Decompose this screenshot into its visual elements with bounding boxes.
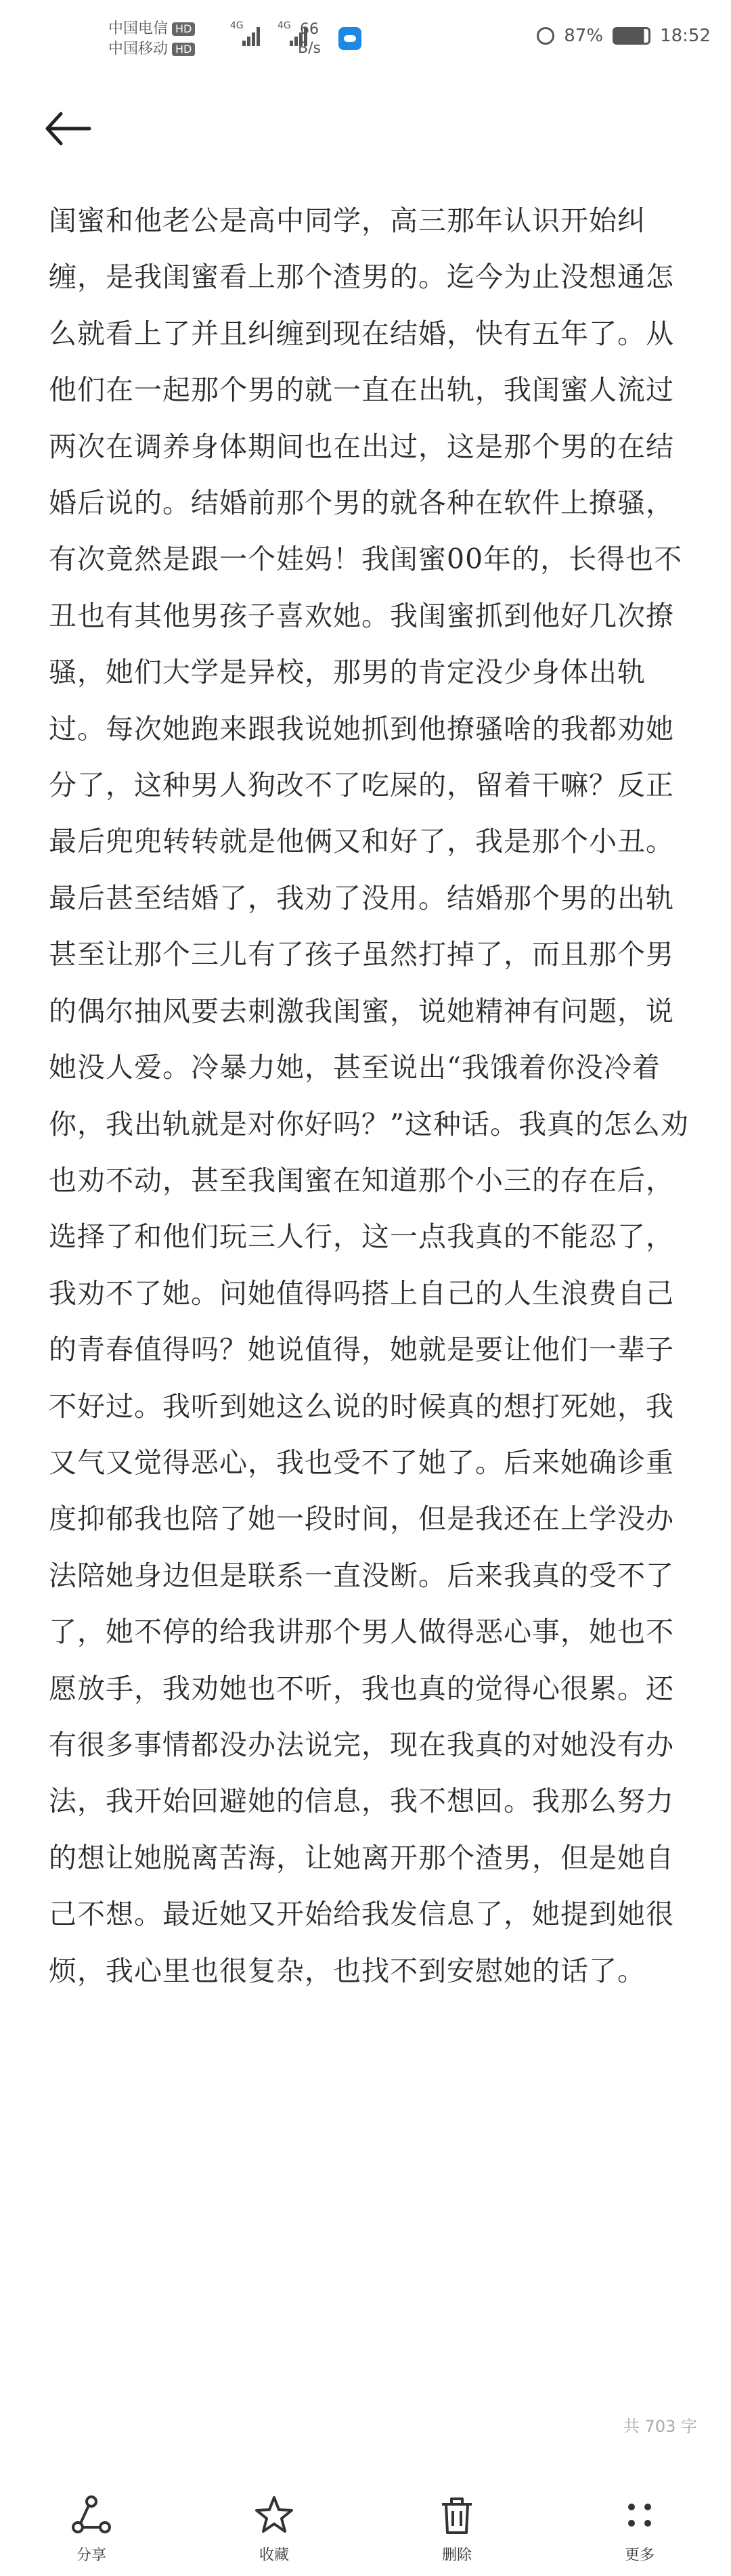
more-button[interactable]: 更多 bbox=[548, 2484, 731, 2576]
status-right bbox=[537, 26, 711, 46]
carrier-info bbox=[108, 19, 195, 60]
app-notification-icon bbox=[338, 27, 361, 50]
signal-icon: 4G bbox=[230, 23, 260, 46]
arrow-left-icon bbox=[41, 102, 95, 156]
carrier-1: 中国电信 bbox=[108, 20, 169, 37]
more-icon bbox=[618, 2493, 661, 2537]
clock: 18:52 bbox=[660, 26, 711, 46]
signal-icon: 4G bbox=[278, 23, 307, 46]
star-icon bbox=[252, 2493, 296, 2537]
carrier-2: 中国移动 bbox=[108, 41, 169, 58]
word-count: 共 703 字 bbox=[623, 2417, 697, 2436]
note-body: 闺蜜和他老公是高中同学，高三那年认识开始纠缠，是我闺蜜看上那个渣男的。迄今为止没想通怎么就看上了并且纠缠到现在结婚，快有五年了。从他们在一起那个男的就一直在出轨，我闺蜜人流过两次在调养身体期间也在出过，这是那个男的在结婚后说的。结婚前那个男的就各种在软件上撩骚，有次竟然是跟一个娃妈！我闺蜜00年的，长得也不丑也有其他男孩子喜欢她。我闺蜜抓到他好几次撩骚，她们大学是异校，那男的肯定没少身体出轨过。每次她跑来跟我说她抓到他撩骚啥的我都劝她分了，这种男人狗改不了吃屎的，留着干嘛？反正最后兜兜转转就是他俩又和好了，我是那个小丑。最后甚至结婚了，我劝了没用。结婚那个男的出轨甚至让那个三儿有了孩子虽然打掉了，而且那个男的偶尔抽风要去刺激我闺蜜，说她精神有问题，说她没人爱。冷暴力她，甚至说出“我饿着你没冷着你，我出轨就是对你好吗？”这种话。我真的怎么劝也劝不动，甚至我闺蜜在知道那个小三的存在后，选择了和他们玩三人行，这一点我真的不能忍了，我劝不了她。问她值得吗搭上自己的人生浪费自己的青春值得吗？她说值得，她就是要让他们一辈子不好过。我听到她这么说的时候真的想打死她，我又气又觉得恶心，我也受不了她了。后来她确诊重度抑郁我也陪了她一段时间，但是我还在上学没办法陪她身边但是联系一直没断。后来我真的受不了了，她不停的给我讲那个男人做得恶心事，她也不愿放手，我劝她也不听，我也真的觉得心很累。还有很多事情都没办法说完，现在我真的对她没有办法，我开始回避她的信息，我不想回。我那么努力的想让她脱离苦海，让她离开那个渣男，但是她自己不想。最近她又开始给我发信息了，她提到她很烦，我心里也很复杂，也找不到安慰她的话了。 bbox=[49, 204, 689, 1987]
hd-badge: HD bbox=[172, 43, 195, 56]
signal-group bbox=[230, 20, 307, 46]
battery-icon bbox=[613, 27, 650, 45]
hd-badge: HD bbox=[172, 22, 195, 36]
network-speed: 66 B/s bbox=[298, 21, 321, 57]
delete-button[interactable]: 删除 bbox=[366, 2484, 548, 2576]
back-button[interactable] bbox=[41, 102, 95, 156]
alarm-icon bbox=[537, 27, 554, 45]
bottom-toolbar bbox=[0, 2484, 731, 2576]
battery-percent: 87% bbox=[564, 26, 604, 46]
favorite-button[interactable]: 收藏 bbox=[183, 2484, 366, 2576]
share-icon bbox=[70, 2493, 113, 2537]
status-bar bbox=[0, 0, 731, 81]
trash-icon bbox=[435, 2493, 479, 2537]
share-button[interactable]: 分享 bbox=[0, 2484, 183, 2576]
